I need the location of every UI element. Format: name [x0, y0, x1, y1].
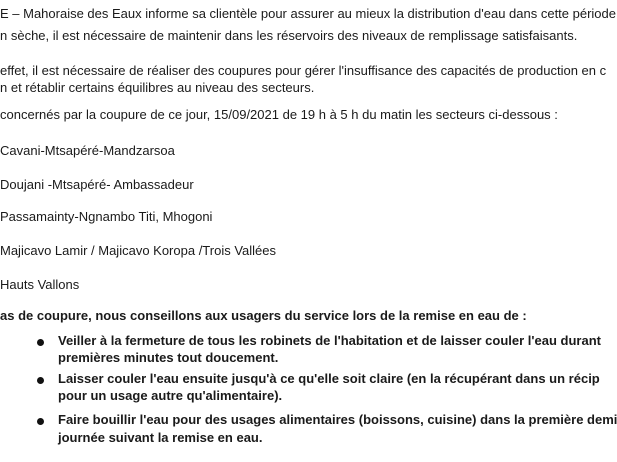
sector-item: Hauts Vallons [0, 277, 80, 292]
advice-item-3-line-2: journée suivant la remise en eau. [58, 430, 263, 445]
advice-item-1-line-2: premières minutes tout doucement. [58, 350, 279, 365]
concerned-sectors-intro: concernés par la coupure de ce jour, 15/09/2021 de 19 h à 5 h du matin les secteurs ci-dessous : [0, 107, 558, 122]
advice-item-1-line-1: Veiller à la fermeture de tous les robinets de l'habitation et de laisser couler l'eau durant [58, 333, 601, 348]
sector-item: Passamainty-Ngnambo Titi, Mhogoni [0, 209, 213, 224]
bullet-icon [37, 339, 44, 346]
advice-heading: as de coupure, nous conseillons aux usagers du service lors de la remise en eau de : [0, 308, 527, 323]
sector-item: Doujani -Mtsapéré- Ambassadeur [0, 177, 194, 192]
intro-line-1: E – Mahoraise des Eaux informe sa clientèle pour assurer au mieux la distribution d'eau dans cette période [0, 6, 616, 21]
effect-line-1: effet, il est nécessaire de réaliser des coupures pour gérer l'insuffisance des capacités de production en c [0, 63, 607, 78]
advice-item-2-line-2: pour un usage autre qu'alimentaire). [58, 388, 283, 403]
advice-item-2-line-1: Laisser couler l'eau ensuite jusqu'à ce qu'elle soit claire (en la récupérant dans un récip [58, 371, 600, 386]
bullet-icon [37, 377, 44, 384]
sector-item: Majicavo Lamir / Majicavo Koropa /Trois Vallées [0, 243, 276, 258]
sector-item: Cavani-Mtsapéré-Mandzarsoa [0, 143, 175, 158]
intro-line-2: n sèche, il est nécessaire de maintenir dans les réservoirs des niveaux de remplissage satisfaisants. [0, 28, 578, 43]
bullet-icon [37, 418, 44, 425]
effect-line-2: n et rétablir certains équilibres au niveau des secteurs. [0, 80, 315, 95]
advice-item-3-line-1: Faire bouillir l'eau pour des usages alimentaires (boissons, cuisine) dans la première demi [58, 412, 617, 427]
